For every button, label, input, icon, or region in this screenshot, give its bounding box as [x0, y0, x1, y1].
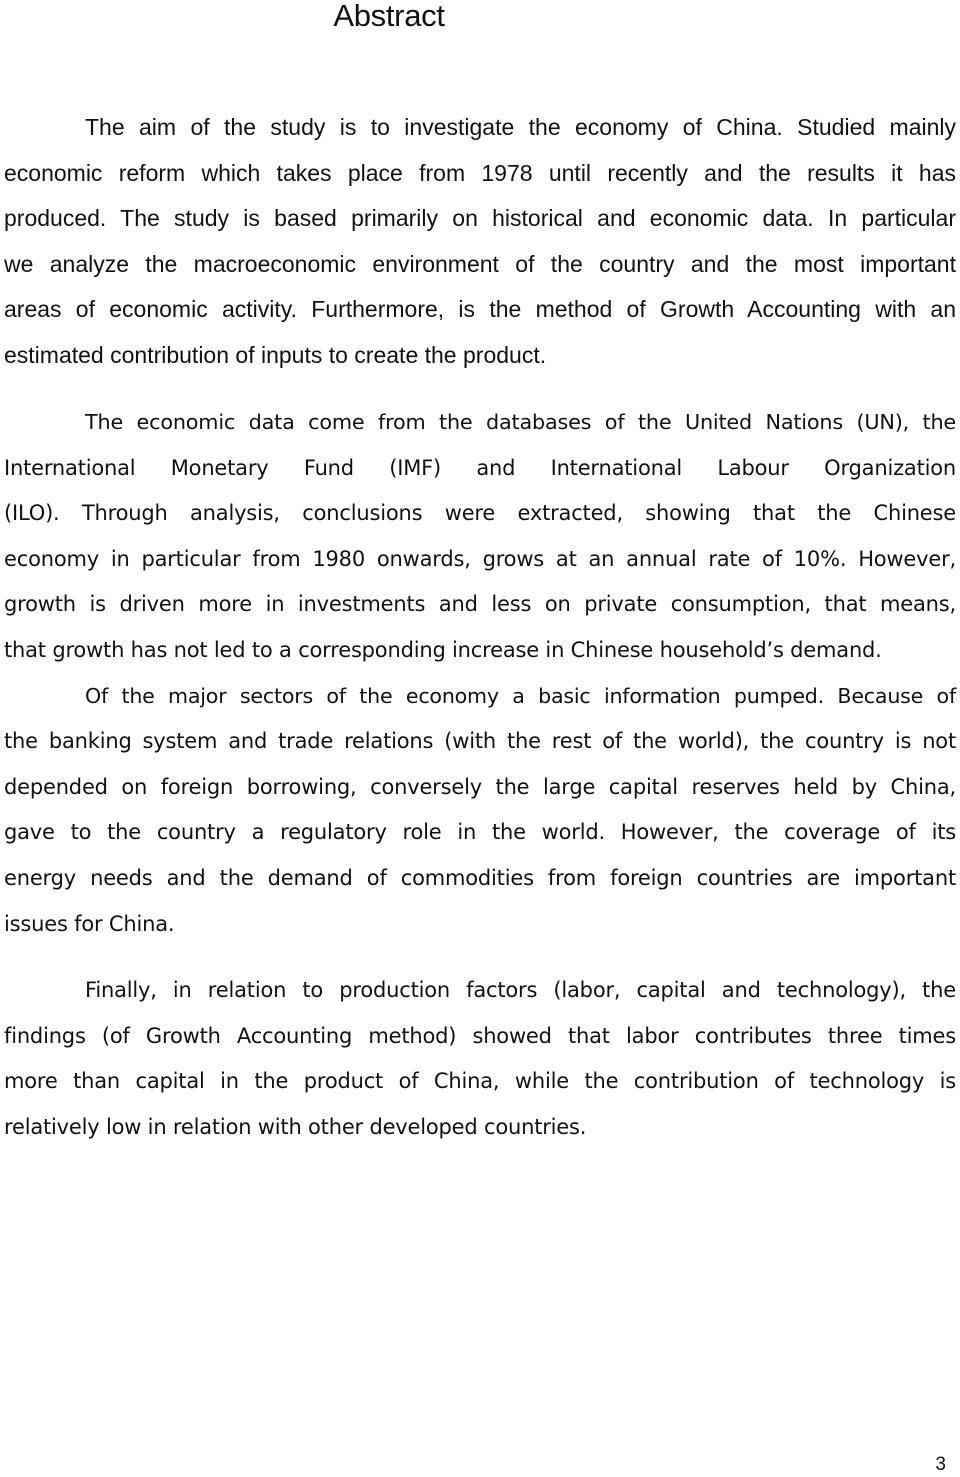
- text-line: The aim of the study is to investigate the economy of China. Studied mainly: [85, 114, 956, 140]
- text-line: we analyze the macroeconomic environment of the country and the most important: [4, 250, 956, 277]
- text-line: economy in particular from 1980 onwards, grows at an annual rate of 10%. However,: [4, 546, 956, 571]
- text-line: International Monetary Fund (IMF) and International Labour Organization: [4, 455, 956, 480]
- abstract-paragraph-2: [4, 400, 956, 947]
- text-line: produced. The study is based primarily on historical and economic data. In particular: [4, 205, 956, 232]
- text-line: The economic data come from the databases of the United Nations (UN), the: [85, 410, 956, 434]
- text-line: relatively low in relation with other developed countries.: [4, 1114, 587, 1139]
- text-line: Finally, in relation to production factors (labor, capital and technology), the: [85, 978, 956, 1002]
- text-line: issues for China.: [4, 911, 175, 936]
- abstract-paragraph-3: [4, 968, 956, 1150]
- text-line: growth is driven more in investments and less on private consumption, that means,: [4, 592, 956, 617]
- text-line: areas of economic activity. Furthermore, is the method of Growth Accounting with an: [4, 296, 956, 323]
- text-line: that growth has not led to a corresponding increase in Chinese household’s demand.: [4, 637, 882, 662]
- text-line: economic reform which takes place from 1978 until recently and the results it has: [4, 159, 956, 186]
- abstract-paragraph-1: [4, 105, 956, 379]
- text-line: gave to the country a regulatory role in the world. However, the coverage of its: [4, 820, 956, 845]
- text-line: energy needs and the demand of commodities from foreign countries are important: [4, 865, 956, 890]
- text-line: (ILO). Through analysis, conclusions were extracted, showing that the Chinese: [4, 501, 956, 526]
- text-line: more than capital in the product of China, while the contribution of technology is: [4, 1069, 956, 1094]
- text-line: depended on foreign borrowing, conversely the large capital reserves held by China,: [4, 774, 956, 799]
- page-number: 3: [935, 1454, 946, 1475]
- text-line: Of the major sectors of the economy a basic information pumped. Because of: [85, 683, 956, 708]
- text-line: findings (of Growth Accounting method) showed that labor contributes three times: [4, 1023, 956, 1048]
- text-line: the banking system and trade relations (with the rest of the world), the country is not: [4, 729, 956, 754]
- text-line: estimated contribution of inputs to create the product.: [4, 341, 547, 368]
- page-title: Abstract: [333, 0, 445, 33]
